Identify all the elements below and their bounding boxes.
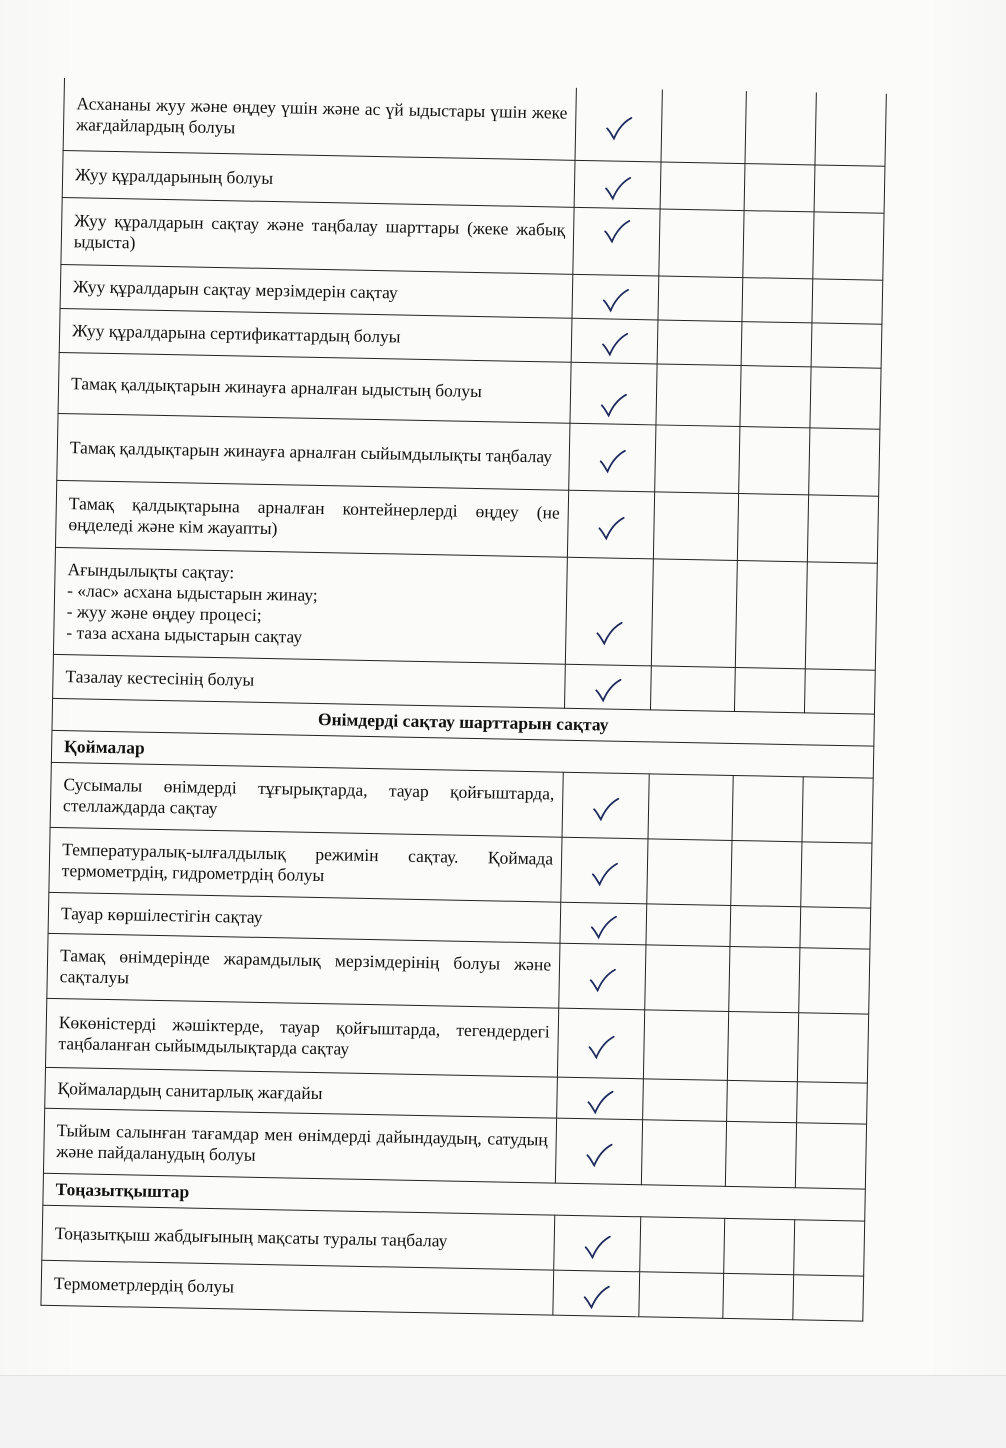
check-cell xyxy=(571,318,658,364)
section-title: Өнімдерді сақтау шарттарын сақтау xyxy=(52,698,874,746)
empty-cell xyxy=(639,1272,724,1319)
empty-cell xyxy=(805,562,877,670)
empty-cell xyxy=(807,495,878,563)
criterion-text: Жуу құралдарын сақтау мерзімдерін сақтау xyxy=(60,264,573,318)
empty-cell xyxy=(811,323,882,368)
checkmark-icon xyxy=(597,516,625,541)
checkmark-icon xyxy=(587,1035,615,1060)
empty-cell xyxy=(795,1123,866,1189)
check-cell xyxy=(572,274,659,320)
empty-cell xyxy=(734,667,805,712)
empty-cell xyxy=(745,91,816,165)
criterion-text: Тамақ қалдықтарын жинауға арналған ыдыстың болуы xyxy=(58,352,571,423)
empty-cell xyxy=(724,1218,795,1274)
checkmark-icon xyxy=(601,288,629,313)
empty-cell xyxy=(643,1079,728,1122)
empty-cell xyxy=(802,777,873,843)
empty-cell xyxy=(647,839,732,906)
empty-cell xyxy=(735,561,807,669)
empty-cell xyxy=(653,492,738,561)
checkmark-icon xyxy=(598,449,626,474)
criterion-text: Тамақ қалдықтарын жинауға арналған сыйымдылықты таңбалау xyxy=(57,413,570,490)
empty-cell xyxy=(814,165,885,213)
empty-cell xyxy=(723,1273,794,1319)
check-cell xyxy=(559,943,646,1010)
empty-cell xyxy=(741,322,812,367)
check-cell xyxy=(573,207,660,276)
checkmark-icon xyxy=(604,116,632,141)
empty-cell xyxy=(743,211,814,279)
empty-cell xyxy=(650,666,735,712)
checkmark-icon xyxy=(594,678,622,703)
empty-cell xyxy=(813,212,884,280)
criterion-text: Жуу құралдарына сертификаттардың болуы xyxy=(59,308,572,362)
empty-cell xyxy=(646,904,731,947)
empty-cell xyxy=(657,320,742,366)
checkmark-icon xyxy=(591,797,619,822)
empty-cell xyxy=(655,425,740,494)
checkmark-icon xyxy=(600,332,628,357)
criterion-text: Жуу құралдарының болуы xyxy=(62,150,575,207)
inspection-checklist-table xyxy=(40,78,886,1322)
check-cell xyxy=(574,160,661,209)
checkmark-icon xyxy=(583,1235,611,1260)
check-cell xyxy=(575,88,662,162)
empty-cell xyxy=(732,775,803,841)
check-cell xyxy=(555,1118,642,1185)
empty-cell xyxy=(641,1120,726,1187)
empty-cell xyxy=(660,162,745,211)
check-cell xyxy=(570,362,657,425)
criterion-text: Тамақ өнімдерінде жарамдылық мерзімдерінің болуы және сақталуы xyxy=(47,933,560,1008)
criterion-text-list xyxy=(53,547,567,664)
checkmark-icon xyxy=(588,968,616,993)
criterion-text: Асхананы жуу және өңдеу үшін және ас үй ыдыстары үшін жеке жағдайлардың болуы xyxy=(63,78,576,160)
checkmark-icon xyxy=(586,1090,614,1115)
empty-cell xyxy=(815,92,886,166)
empty-cell xyxy=(809,428,880,496)
empty-cell xyxy=(727,1080,798,1122)
check-cell xyxy=(562,772,649,839)
empty-cell xyxy=(651,559,737,668)
checkmark-icon xyxy=(582,1285,610,1310)
empty-cell xyxy=(801,842,872,908)
list-line: - жуу және өңдеу процесі; xyxy=(66,601,262,625)
empty-cell xyxy=(742,278,813,323)
criterion-text: Көкөністерді жәшіктерде, тауар қойғыштарда, тегендердегі таңбаланған сыйымдылықтарда сақтау xyxy=(46,998,559,1077)
empty-cell xyxy=(729,946,800,1012)
empty-cell xyxy=(645,945,730,1012)
criterion-text: Тамақ қалдықтарына арналған контейнерлерді өңдеу (не өңделеді және кім жауапты) xyxy=(55,480,568,557)
empty-cell xyxy=(661,89,746,163)
checkmark-icon xyxy=(595,621,623,646)
criterion-text: Тазалау кестесінің болуы xyxy=(53,654,566,708)
empty-cell xyxy=(658,276,743,322)
criterion-text: Тыйым салынған тағамдар мен өнімдерді дайындаудың, сатудың және пайдаланудың болуы xyxy=(43,1108,556,1183)
checkmark-icon xyxy=(585,1143,613,1168)
check-cell xyxy=(561,837,648,904)
table-row xyxy=(53,547,877,670)
empty-cell xyxy=(794,1220,865,1276)
empty-cell xyxy=(656,364,741,427)
empty-cell xyxy=(799,948,870,1014)
checkmark-icon xyxy=(589,915,617,940)
empty-cell xyxy=(737,494,808,562)
empty-cell xyxy=(797,1013,868,1083)
check-cell xyxy=(553,1270,640,1317)
check-cell xyxy=(557,1008,644,1079)
list-line: - «лас» асхана ыдыстарын жинау; xyxy=(66,580,318,605)
list-line: Ағындылықты сақтау: xyxy=(67,559,235,583)
check-cell xyxy=(565,557,653,666)
empty-cell xyxy=(643,1010,728,1081)
check-cell xyxy=(557,1077,644,1120)
criterion-text: Қоймалардың санитарлық жағдайы xyxy=(45,1067,558,1118)
empty-cell xyxy=(640,1217,725,1274)
empty-cell xyxy=(744,164,815,212)
list-line: - таза асхана ыдыстарын сақтау xyxy=(66,622,303,647)
empty-cell xyxy=(800,907,871,949)
empty-cell xyxy=(739,427,810,495)
page-bottom-margin xyxy=(0,1375,1006,1448)
empty-cell xyxy=(797,1082,868,1124)
criterion-text: Жуу құралдарын сақтау және таңбалау шарттары (жеке жабық ыдыста) xyxy=(61,197,574,274)
check-cell xyxy=(567,490,654,559)
empty-cell xyxy=(793,1275,864,1321)
empty-cell xyxy=(725,1121,796,1187)
storage-title: Қоймалар xyxy=(51,730,873,778)
criterion-text: Термометрлердің болуы xyxy=(41,1260,554,1315)
empty-cell xyxy=(740,366,811,428)
check-cell xyxy=(554,1215,641,1272)
checkmark-icon xyxy=(590,862,618,887)
checkmark-icon xyxy=(599,393,627,418)
check-cell xyxy=(564,664,651,710)
empty-cell xyxy=(810,367,881,429)
criterion-text: Тоңазытқыш жабдығының мақсаты туралы таңбалау xyxy=(42,1205,555,1270)
criterion-text: Сусымалы өнімдерді тұғырықтарда, тауар қойғыштарда, стеллаждарда сақтау xyxy=(50,762,563,837)
empty-cell xyxy=(804,669,875,714)
empty-cell xyxy=(730,905,801,947)
empty-cell xyxy=(659,209,744,278)
empty-cell xyxy=(812,279,883,324)
checkmark-icon xyxy=(602,219,630,244)
empty-cell xyxy=(727,1011,798,1081)
check-cell xyxy=(560,902,647,945)
checkmark-icon xyxy=(603,176,631,201)
empty-cell xyxy=(648,774,733,841)
refrigerators-title: Тоңазытқыштар xyxy=(43,1173,865,1221)
empty-cell xyxy=(731,840,802,906)
criterion-text: Температуралық-ылғалдылық режимін сақтау. Қоймада термометрдің, гидрометрдің болуы xyxy=(49,827,562,902)
check-cell xyxy=(569,423,656,492)
criterion-text: Тауар көршілестігін сақтау xyxy=(48,892,561,943)
